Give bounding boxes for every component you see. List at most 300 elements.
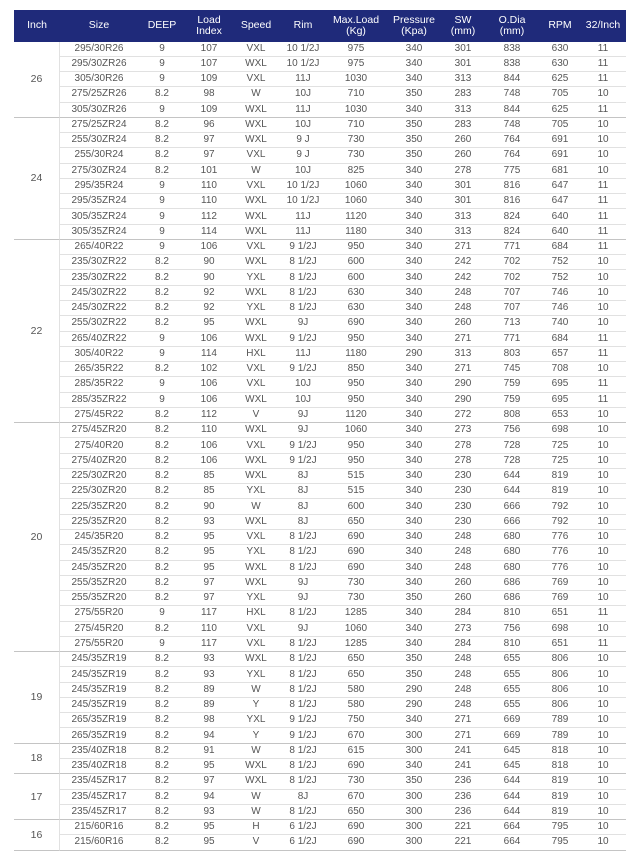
cell-section-width: 278 (442, 454, 484, 469)
cell-size: 245/30ZR22 (60, 301, 138, 316)
cell-size: 255/30ZR22 (60, 316, 138, 331)
cell-section-width: 260 (442, 133, 484, 148)
cell-rim: 8 1/2J (280, 698, 326, 713)
cell-load-index: 93 (186, 667, 232, 682)
cell-pressure: 340 (386, 286, 442, 301)
cell-load-index: 94 (186, 790, 232, 805)
cell-outer-diameter: 644 (484, 774, 540, 789)
cell-rpm: 819 (540, 484, 580, 499)
cell-outer-diameter: 645 (484, 759, 540, 774)
cell-depth-32nds: 10 (580, 652, 626, 667)
cell-max-load: 600 (326, 499, 386, 514)
cell-outer-diameter: 824 (484, 225, 540, 240)
cell-rpm: 684 (540, 332, 580, 347)
cell-speed: WXL (232, 209, 280, 224)
header-rim: Rim (280, 10, 326, 42)
cell-size: 275/45ZR20 (60, 423, 138, 438)
cell-size: 245/35ZR19 (60, 698, 138, 713)
cell-depth-32nds: 10 (580, 622, 626, 637)
cell-max-load: 1285 (326, 606, 386, 621)
header-section-width: SW (mm) (442, 10, 484, 42)
cell-deep: 8.2 (138, 530, 186, 545)
cell-deep: 8.2 (138, 561, 186, 576)
cell-max-load: 750 (326, 713, 386, 728)
cell-speed: HXL (232, 347, 280, 362)
cell-max-load: 730 (326, 774, 386, 789)
cell-speed: Y (232, 698, 280, 713)
cell-rpm: 653 (540, 408, 580, 423)
cell-section-width: 230 (442, 484, 484, 499)
cell-deep: 8.2 (138, 515, 186, 530)
cell-max-load: 650 (326, 805, 386, 820)
cell-speed: W (232, 790, 280, 805)
cell-max-load: 730 (326, 133, 386, 148)
cell-pressure: 300 (386, 728, 442, 743)
cell-speed: WXL (232, 469, 280, 484)
cell-rim: 9 1/2J (280, 454, 326, 469)
cell-pressure: 290 (386, 347, 442, 362)
cell-depth-32nds: 10 (580, 454, 626, 469)
cell-speed: VXL (232, 179, 280, 194)
cell-max-load: 690 (326, 820, 386, 835)
cell-size: 275/25ZR24 (60, 118, 138, 133)
cell-outer-diameter: 745 (484, 362, 540, 377)
cell-depth-32nds: 10 (580, 286, 626, 301)
cell-pressure: 350 (386, 133, 442, 148)
cell-inch: 22 (14, 240, 60, 423)
cell-depth-32nds: 10 (580, 316, 626, 331)
cell-pressure: 340 (386, 316, 442, 331)
cell-rim: 8 1/2J (280, 805, 326, 820)
cell-depth-32nds: 10 (580, 133, 626, 148)
cell-depth-32nds: 10 (580, 148, 626, 163)
cell-rim: 10J (280, 87, 326, 102)
cell-depth-32nds: 10 (580, 469, 626, 484)
cell-depth-32nds: 11 (580, 240, 626, 255)
cell-pressure: 340 (386, 713, 442, 728)
cell-pressure: 340 (386, 362, 442, 377)
cell-rim: 10J (280, 393, 326, 408)
cell-pressure: 300 (386, 744, 442, 759)
cell-max-load: 650 (326, 652, 386, 667)
cell-outer-diameter: 810 (484, 606, 540, 621)
cell-pressure: 290 (386, 683, 442, 698)
cell-section-width: 236 (442, 790, 484, 805)
cell-size: 255/35ZR20 (60, 591, 138, 606)
cell-max-load: 690 (326, 545, 386, 560)
cell-max-load: 950 (326, 438, 386, 453)
cell-outer-diameter: 669 (484, 728, 540, 743)
cell-depth-32nds: 10 (580, 408, 626, 423)
cell-section-width: 230 (442, 469, 484, 484)
cell-rim: 8J (280, 515, 326, 530)
cell-depth-32nds: 11 (580, 347, 626, 362)
cell-outer-diameter: 702 (484, 270, 540, 285)
cell-max-load: 1060 (326, 622, 386, 637)
cell-deep: 8.2 (138, 164, 186, 179)
cell-rpm: 746 (540, 301, 580, 316)
cell-section-width: 242 (442, 270, 484, 285)
cell-speed: WXL (232, 393, 280, 408)
cell-depth-32nds: 11 (580, 225, 626, 240)
cell-size: 225/35ZR20 (60, 499, 138, 514)
cell-size: 235/45ZR17 (60, 805, 138, 820)
cell-size: 245/35ZR20 (60, 545, 138, 560)
cell-speed: WXL (232, 576, 280, 591)
cell-load-index: 97 (186, 774, 232, 789)
cell-rim: 8 1/2J (280, 530, 326, 545)
cell-section-width: 313 (442, 209, 484, 224)
cell-depth-32nds: 10 (580, 744, 626, 759)
cell-deep: 8.2 (138, 469, 186, 484)
cell-pressure: 300 (386, 790, 442, 805)
cell-load-index: 85 (186, 484, 232, 499)
cell-outer-diameter: 728 (484, 454, 540, 469)
cell-speed: VXL (232, 530, 280, 545)
cell-depth-32nds: 10 (580, 576, 626, 591)
cell-outer-diameter: 664 (484, 835, 540, 850)
cell-depth-32nds: 10 (580, 499, 626, 514)
cell-section-width: 236 (442, 774, 484, 789)
cell-max-load: 825 (326, 164, 386, 179)
cell-section-width: 248 (442, 652, 484, 667)
cell-deep: 9 (138, 347, 186, 362)
cell-deep: 8.2 (138, 713, 186, 728)
cell-outer-diameter: 838 (484, 57, 540, 72)
cell-load-index: 92 (186, 301, 232, 316)
cell-rpm: 752 (540, 255, 580, 270)
cell-rim: 9 1/2J (280, 438, 326, 453)
cell-deep: 8.2 (138, 118, 186, 133)
cell-deep: 9 (138, 72, 186, 87)
cell-rim: 10J (280, 377, 326, 392)
cell-section-width: 273 (442, 423, 484, 438)
cell-deep: 8.2 (138, 790, 186, 805)
cell-deep: 9 (138, 194, 186, 209)
cell-pressure: 340 (386, 179, 442, 194)
cell-rpm: 789 (540, 713, 580, 728)
cell-speed: V (232, 835, 280, 850)
cell-outer-diameter: 824 (484, 209, 540, 224)
cell-max-load: 1030 (326, 72, 386, 87)
cell-load-index: 106 (186, 377, 232, 392)
cell-size: 275/55R20 (60, 606, 138, 621)
cell-rpm: 806 (540, 667, 580, 682)
cell-section-width: 248 (442, 698, 484, 713)
cell-size: 255/35ZR20 (60, 576, 138, 591)
cell-size: 295/35ZR24 (60, 194, 138, 209)
cell-max-load: 975 (326, 57, 386, 72)
cell-speed: VXL (232, 240, 280, 255)
cell-pressure: 350 (386, 591, 442, 606)
cell-load-index: 101 (186, 164, 232, 179)
cell-pressure: 350 (386, 667, 442, 682)
cell-depth-32nds: 10 (580, 270, 626, 285)
cell-outer-diameter: 844 (484, 72, 540, 87)
cell-rpm: 691 (540, 148, 580, 163)
cell-pressure: 340 (386, 301, 442, 316)
cell-speed: YXL (232, 484, 280, 499)
cell-size: 275/40ZR20 (60, 454, 138, 469)
cell-pressure: 340 (386, 408, 442, 423)
cell-outer-diameter: 816 (484, 194, 540, 209)
cell-load-index: 95 (186, 820, 232, 835)
cell-speed: WXL (232, 255, 280, 270)
cell-deep: 8.2 (138, 759, 186, 774)
cell-max-load: 950 (326, 240, 386, 255)
cell-pressure: 340 (386, 515, 442, 530)
cell-size: 245/35ZR19 (60, 683, 138, 698)
cell-depth-32nds: 11 (580, 606, 626, 621)
cell-outer-diameter: 680 (484, 545, 540, 560)
cell-speed: WXL (232, 332, 280, 347)
cell-rim: 9 1/2J (280, 240, 326, 255)
cell-outer-diameter: 644 (484, 469, 540, 484)
cell-outer-diameter: 764 (484, 148, 540, 163)
cell-load-index: 85 (186, 469, 232, 484)
cell-outer-diameter: 655 (484, 652, 540, 667)
cell-speed: W (232, 744, 280, 759)
cell-section-width: 221 (442, 820, 484, 835)
cell-rim: 9J (280, 576, 326, 591)
cell-speed: V (232, 408, 280, 423)
cell-load-index: 106 (186, 454, 232, 469)
cell-rpm: 769 (540, 591, 580, 606)
cell-max-load: 670 (326, 728, 386, 743)
cell-rim: 8 1/2J (280, 606, 326, 621)
cell-rim: 8 1/2J (280, 774, 326, 789)
cell-depth-32nds: 11 (580, 377, 626, 392)
cell-inch: 24 (14, 118, 60, 240)
cell-section-width: 313 (442, 225, 484, 240)
cell-size: 265/35ZR19 (60, 728, 138, 743)
cell-rim: 10J (280, 118, 326, 133)
cell-section-width: 236 (442, 805, 484, 820)
cell-size: 225/35ZR20 (60, 515, 138, 530)
cell-rim: 8 1/2J (280, 744, 326, 759)
cell-rpm: 789 (540, 728, 580, 743)
cell-rim: 6 1/2J (280, 820, 326, 835)
cell-size: 275/55R20 (60, 637, 138, 652)
cell-rpm: 705 (540, 118, 580, 133)
cell-deep: 8.2 (138, 591, 186, 606)
cell-speed: WXL (232, 454, 280, 469)
cell-rpm: 752 (540, 270, 580, 285)
cell-size: 245/35ZR19 (60, 652, 138, 667)
cell-section-width: 248 (442, 530, 484, 545)
cell-section-width: 278 (442, 164, 484, 179)
cell-section-width: 283 (442, 87, 484, 102)
cell-max-load: 710 (326, 118, 386, 133)
cell-pressure: 340 (386, 622, 442, 637)
cell-pressure: 340 (386, 759, 442, 774)
cell-max-load: 690 (326, 316, 386, 331)
cell-depth-32nds: 10 (580, 87, 626, 102)
cell-outer-diameter: 838 (484, 42, 540, 57)
cell-max-load: 580 (326, 698, 386, 713)
cell-load-index: 112 (186, 209, 232, 224)
cell-rpm: 819 (540, 805, 580, 820)
cell-load-index: 95 (186, 545, 232, 560)
cell-max-load: 850 (326, 362, 386, 377)
cell-section-width: 260 (442, 591, 484, 606)
cell-section-width: 230 (442, 499, 484, 514)
cell-section-width: 301 (442, 194, 484, 209)
cell-load-index: 97 (186, 133, 232, 148)
cell-pressure: 350 (386, 652, 442, 667)
cell-rpm: 806 (540, 683, 580, 698)
cell-deep: 8.2 (138, 286, 186, 301)
cell-inch: 19 (14, 652, 60, 744)
cell-outer-diameter: 702 (484, 255, 540, 270)
cell-pressure: 340 (386, 423, 442, 438)
cell-section-width: 248 (442, 683, 484, 698)
cell-pressure: 340 (386, 164, 442, 179)
cell-load-index: 95 (186, 561, 232, 576)
cell-size: 305/35ZR24 (60, 209, 138, 224)
cell-rpm: 776 (540, 530, 580, 545)
cell-load-index: 97 (186, 148, 232, 163)
cell-speed: VXL (232, 438, 280, 453)
cell-rpm: 695 (540, 377, 580, 392)
cell-pressure: 340 (386, 545, 442, 560)
cell-rim: 11J (280, 72, 326, 87)
cell-rim: 8 1/2J (280, 667, 326, 682)
cell-load-index: 106 (186, 438, 232, 453)
cell-rpm: 806 (540, 698, 580, 713)
cell-deep: 8.2 (138, 667, 186, 682)
cell-load-index: 117 (186, 606, 232, 621)
cell-size: 275/30ZR24 (60, 164, 138, 179)
cell-deep: 8.2 (138, 545, 186, 560)
cell-size: 255/30R24 (60, 148, 138, 163)
cell-deep: 8.2 (138, 728, 186, 743)
cell-deep: 8.2 (138, 316, 186, 331)
cell-max-load: 670 (326, 790, 386, 805)
cell-rim: 8 1/2J (280, 545, 326, 560)
cell-max-load: 950 (326, 454, 386, 469)
cell-deep: 9 (138, 637, 186, 652)
cell-load-index: 95 (186, 835, 232, 850)
cell-rpm: 819 (540, 790, 580, 805)
cell-outer-diameter: 645 (484, 744, 540, 759)
cell-speed: WXL (232, 774, 280, 789)
cell-rim: 9 1/2J (280, 362, 326, 377)
cell-section-width: 248 (442, 286, 484, 301)
cell-load-index: 92 (186, 286, 232, 301)
cell-rim: 10 1/2J (280, 57, 326, 72)
cell-pressure: 300 (386, 805, 442, 820)
cell-inch: 26 (14, 42, 60, 118)
cell-deep: 9 (138, 225, 186, 240)
cell-pressure: 340 (386, 637, 442, 652)
cell-pressure: 340 (386, 72, 442, 87)
cell-max-load: 1180 (326, 225, 386, 240)
cell-max-load: 630 (326, 301, 386, 316)
cell-max-load: 690 (326, 561, 386, 576)
cell-section-width: 290 (442, 393, 484, 408)
cell-section-width: 284 (442, 637, 484, 652)
cell-max-load: 1120 (326, 408, 386, 423)
cell-depth-32nds: 10 (580, 515, 626, 530)
cell-deep: 8.2 (138, 576, 186, 591)
header-deep: DEEP (138, 10, 186, 42)
cell-rpm: 818 (540, 744, 580, 759)
cell-rpm: 725 (540, 454, 580, 469)
cell-rpm: 691 (540, 133, 580, 148)
cell-rim: 9 J (280, 133, 326, 148)
cell-section-width: 283 (442, 118, 484, 133)
cell-rim: 8 1/2J (280, 759, 326, 774)
cell-load-index: 109 (186, 103, 232, 118)
cell-pressure: 300 (386, 835, 442, 850)
cell-section-width: 271 (442, 240, 484, 255)
cell-speed: WXL (232, 515, 280, 530)
cell-section-width: 221 (442, 835, 484, 850)
cell-max-load: 950 (326, 332, 386, 347)
cell-rpm: 651 (540, 637, 580, 652)
cell-max-load: 580 (326, 683, 386, 698)
cell-rim: 9J (280, 408, 326, 423)
cell-max-load: 1120 (326, 209, 386, 224)
cell-deep: 9 (138, 179, 186, 194)
header-outer-diameter: O.Dia (mm) (484, 10, 540, 42)
cell-size: 295/30R26 (60, 42, 138, 57)
cell-max-load: 600 (326, 255, 386, 270)
cell-rpm: 776 (540, 545, 580, 560)
cell-pressure: 340 (386, 393, 442, 408)
cell-depth-32nds: 10 (580, 118, 626, 133)
cell-size: 245/30ZR22 (60, 286, 138, 301)
cell-load-index: 90 (186, 255, 232, 270)
cell-max-load: 690 (326, 759, 386, 774)
cell-pressure: 340 (386, 209, 442, 224)
cell-section-width: 271 (442, 728, 484, 743)
cell-load-index: 95 (186, 530, 232, 545)
cell-depth-32nds: 10 (580, 759, 626, 774)
cell-speed: W (232, 805, 280, 820)
cell-depth-32nds: 11 (580, 42, 626, 57)
header-rpm: RPM (540, 10, 580, 42)
cell-speed: VXL (232, 362, 280, 377)
cell-inch: 20 (14, 423, 60, 652)
cell-size: 265/35R22 (60, 362, 138, 377)
cell-size: 225/30ZR20 (60, 469, 138, 484)
cell-load-index: 107 (186, 57, 232, 72)
cell-rpm: 776 (540, 561, 580, 576)
cell-section-width: 271 (442, 713, 484, 728)
cell-size: 275/40R20 (60, 438, 138, 453)
cell-size: 235/40ZR18 (60, 744, 138, 759)
cell-deep: 9 (138, 240, 186, 255)
cell-speed: WXL (232, 759, 280, 774)
cell-pressure: 340 (386, 499, 442, 514)
cell-outer-diameter: 756 (484, 423, 540, 438)
cell-rim: 9J (280, 316, 326, 331)
cell-rpm: 705 (540, 87, 580, 102)
cell-load-index: 95 (186, 316, 232, 331)
cell-pressure: 340 (386, 576, 442, 591)
cell-size: 235/45ZR17 (60, 774, 138, 789)
cell-section-width: 284 (442, 606, 484, 621)
cell-depth-32nds: 11 (580, 194, 626, 209)
cell-pressure: 340 (386, 42, 442, 57)
cell-deep: 8.2 (138, 652, 186, 667)
cell-section-width: 248 (442, 561, 484, 576)
cell-max-load: 515 (326, 469, 386, 484)
cell-outer-diameter: 680 (484, 530, 540, 545)
cell-rpm: 746 (540, 286, 580, 301)
